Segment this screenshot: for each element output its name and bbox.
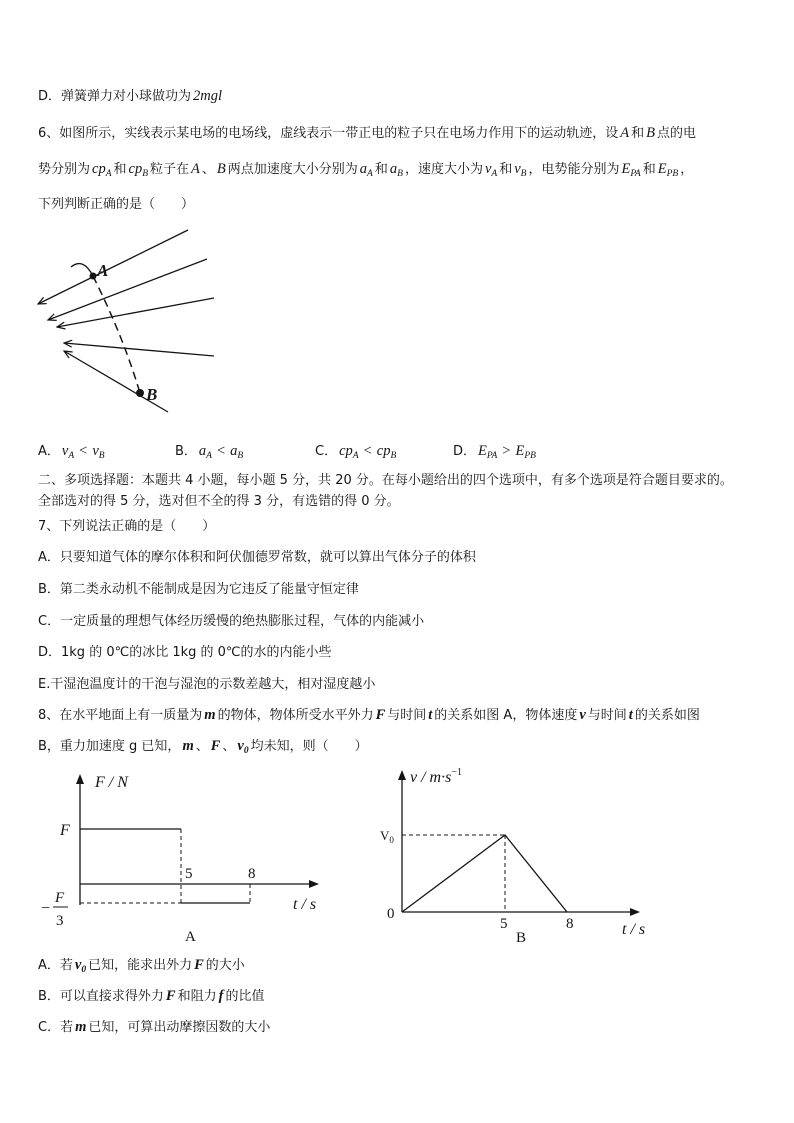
point-b-label: B [146, 385, 158, 404]
lhs [197, 443, 214, 459]
section-2-instructions-line-2: 全部选对的得 5 分，选对但不全的得 3 分，有选错的得 0 分。 [38, 494, 400, 509]
text: ，速度大小为 [404, 162, 483, 177]
text: 和 [113, 162, 127, 177]
velocity-symbol: v [579, 707, 586, 723]
accel-b [388, 161, 405, 177]
graph-caption: B [516, 930, 527, 946]
point-a-label: A [97, 261, 109, 280]
initial-velocity-symbol [235, 738, 250, 754]
base: E [515, 443, 525, 459]
base: v [92, 443, 99, 459]
field-line-4 [64, 343, 214, 356]
subscript: B [397, 169, 403, 179]
q7-option-a: A．只要知道气体的摩尔体积和阿伏伽德罗常数，就可以算出气体分子的体积 [38, 550, 476, 565]
text: B．可以直接求得外力 [38, 989, 164, 1004]
subscript: A [206, 451, 212, 461]
force-symbol: F [194, 957, 204, 973]
q6-field-figure [30, 220, 230, 420]
x-axis-label: t / s [622, 921, 646, 938]
lhs [337, 443, 361, 459]
base: a [359, 161, 368, 177]
origin-label: 0 [387, 906, 395, 922]
mass-symbol: m [75, 1019, 87, 1035]
base: cp [128, 161, 143, 177]
text: 和 [374, 162, 388, 177]
v0-base: V [380, 828, 390, 843]
operator: < [216, 443, 226, 459]
subscript: A [367, 169, 373, 179]
y-axis-label: F / N [95, 774, 128, 791]
q5-option-d [38, 87, 224, 106]
f-value-label: F [60, 822, 70, 839]
velocity-curve [402, 835, 567, 912]
text: 与时间 [387, 708, 427, 723]
base: v [484, 161, 492, 177]
tick-5: 5 [500, 916, 508, 932]
rhs [513, 443, 537, 459]
point-b-dot [136, 389, 144, 397]
base: E [621, 161, 631, 177]
q7-option-e: E.干湿泡温度计的干泡与湿泡的示数差越大，相对湿度越小 [38, 677, 376, 692]
base: E [478, 443, 487, 459]
subscript: A [352, 451, 359, 461]
operator: < [79, 443, 88, 459]
base: cp [92, 161, 106, 177]
point-b: B [646, 125, 656, 141]
field-line-2 [48, 259, 207, 320]
subscript: B [390, 451, 397, 461]
text: 、 [222, 739, 236, 754]
text: 粒子在 [150, 162, 190, 177]
text: 和 [642, 162, 656, 177]
tick-8: 8 [566, 916, 574, 932]
x-axis-arrow [630, 908, 640, 916]
base: a [389, 161, 398, 177]
energy-a [619, 161, 642, 177]
text: 两点加速度大小分别为 [227, 162, 358, 177]
point-a-dot [90, 273, 97, 280]
field-line-3 [57, 298, 214, 327]
text: ，电势能分别为 [528, 162, 620, 177]
q8-graph-b [370, 762, 660, 948]
operator: > [502, 443, 511, 459]
subscript: A [491, 169, 498, 179]
tick-8: 8 [248, 866, 256, 882]
potential-b [127, 161, 151, 177]
text: 势分别为 [38, 162, 91, 177]
lhs [476, 443, 499, 459]
subscript: PA [630, 169, 641, 179]
q6-option-d [453, 442, 538, 461]
y-axis-arrow [76, 774, 84, 784]
q6-stem-line-3: 下列判断正确的是（ ） [38, 197, 195, 212]
q8-stem-line-1 [38, 706, 700, 725]
q7-option-c: C．一定质量的理想气体经历缓慢的绝热膨胀过程，气体的内能减小 [38, 614, 425, 629]
v0-subscript: 0 [389, 835, 394, 845]
q7-option-b: B．第二类永动机不能制成是因为它违反了能量守恒定律 [38, 582, 359, 597]
subscript: B [142, 169, 149, 179]
energy-b [656, 161, 680, 177]
subscript: B [520, 169, 527, 179]
speed-a [483, 161, 499, 177]
text: A．若 [38, 958, 73, 973]
y-axis-label [410, 767, 462, 786]
fraction-denominator: 3 [56, 913, 64, 929]
y-axis-label-main: v / m·s [410, 769, 452, 786]
q6-stem-line-1 [38, 124, 696, 143]
q5-option-d-math: 2mgl [193, 88, 223, 104]
subscript: B [98, 451, 105, 461]
base: v [61, 443, 69, 459]
text: 已知，可算出动摩擦因数的大小 [88, 1020, 271, 1035]
subscript: PB [524, 451, 536, 461]
mass-symbol: m [204, 707, 216, 723]
text: ， [680, 162, 694, 177]
q6-option-a [38, 442, 107, 461]
fraction-numerator: F [55, 890, 65, 906]
q7-stem: 7、下列说法正确的是（ ） [38, 519, 216, 534]
accel-a [358, 161, 375, 177]
subscript: 0 [81, 965, 87, 975]
text: 、 [195, 739, 209, 754]
friction-symbol: f [218, 988, 224, 1004]
q8-option-c [38, 1018, 270, 1037]
speed-b [512, 161, 528, 177]
force-symbol: F [375, 707, 386, 723]
lhs [60, 443, 76, 459]
text: 8、在水平地面上有一质量为 [38, 708, 203, 723]
potential-a [90, 161, 114, 177]
text: 的关系如图 A，物体速度 [434, 708, 578, 723]
text: B，重力加速度 g 已知， [38, 739, 181, 754]
base: cp [376, 443, 391, 459]
q8-option-a [38, 956, 245, 975]
q6-stem-line-2 [38, 160, 693, 179]
rhs [228, 443, 245, 459]
base: v [237, 738, 244, 754]
point-a: A [620, 125, 630, 141]
base: v [74, 957, 82, 973]
base: v [514, 161, 521, 177]
text: 已知，能求出外力 [88, 958, 193, 973]
base: a [230, 443, 238, 459]
subscript: PB [666, 169, 679, 179]
subscript: B [237, 451, 244, 461]
time-symbol: t [628, 707, 633, 723]
text: 和阻力 [177, 989, 217, 1004]
x-axis-arrow [309, 880, 319, 888]
subscript: A [105, 169, 112, 179]
text: C．若 [38, 1020, 74, 1035]
subscript: PA [486, 451, 498, 461]
q7-option-d: D．1kg 的 0℃的冰比 1kg 的 0℃的水的内能小些 [38, 645, 332, 660]
q8-stem-line-2 [38, 737, 368, 756]
tick-5: 5 [185, 866, 193, 882]
point-b: B [216, 161, 226, 177]
q8-graph-a [35, 765, 330, 950]
base: cp [339, 443, 353, 459]
text: 点的电 [657, 126, 697, 141]
graph-caption: A [185, 929, 196, 945]
v0-label [380, 828, 394, 845]
text: 均未知，则（ ） [250, 739, 368, 754]
rhs [90, 443, 106, 459]
option-letter: A． [38, 444, 60, 459]
option-letter: C． [315, 444, 338, 459]
neg-sign: − [41, 900, 51, 917]
text: 的大小 [205, 958, 245, 973]
trajectory-arc [71, 264, 93, 276]
q8-option-b [38, 987, 264, 1006]
text: 、 [201, 162, 215, 177]
y-axis-arrow [398, 770, 406, 780]
text: 的比值 [225, 989, 265, 1004]
base: E [657, 161, 667, 177]
subscript: 0 [243, 746, 249, 756]
subscript: A [68, 451, 75, 461]
x-axis-label: t / s [293, 896, 317, 913]
q6-option-c [315, 442, 398, 461]
mass-symbol: m [182, 738, 194, 754]
point-a: A [191, 161, 200, 177]
text: 的物体，物体所受水平外力 [217, 708, 374, 723]
text: 6、如图所示，实线表示某电场的电场线，虚线表示一带正电的粒子只在电场力作用下的运动轨迹，设 [38, 126, 619, 141]
text: 与时间 [587, 708, 627, 723]
option-letter: D． [453, 444, 477, 459]
text: 和 [631, 126, 645, 141]
option-letter: B． [175, 444, 197, 459]
time-symbol: t [428, 707, 433, 723]
q6-option-b [175, 442, 245, 461]
text: 和 [499, 162, 513, 177]
operator: < [363, 443, 372, 459]
q5-option-d-text: D．弹簧弹力对小球做功为 [38, 89, 192, 104]
initial-velocity-symbol [73, 957, 88, 973]
y-axis-label-exponent: −1 [451, 767, 462, 778]
text: 的关系如图 [634, 708, 700, 723]
rhs [375, 443, 399, 459]
force-symbol: F [165, 988, 176, 1004]
force-symbol: F [210, 738, 221, 754]
base: a [198, 443, 207, 459]
section-2-instructions-line-1: 二、多项选择题：本题共 4 小题，每小题 5 分，共 20 分。在每小题给出的四个选项中，有多个选项是符合题目要求的。 [38, 473, 733, 488]
field-line-1 [38, 230, 188, 304]
